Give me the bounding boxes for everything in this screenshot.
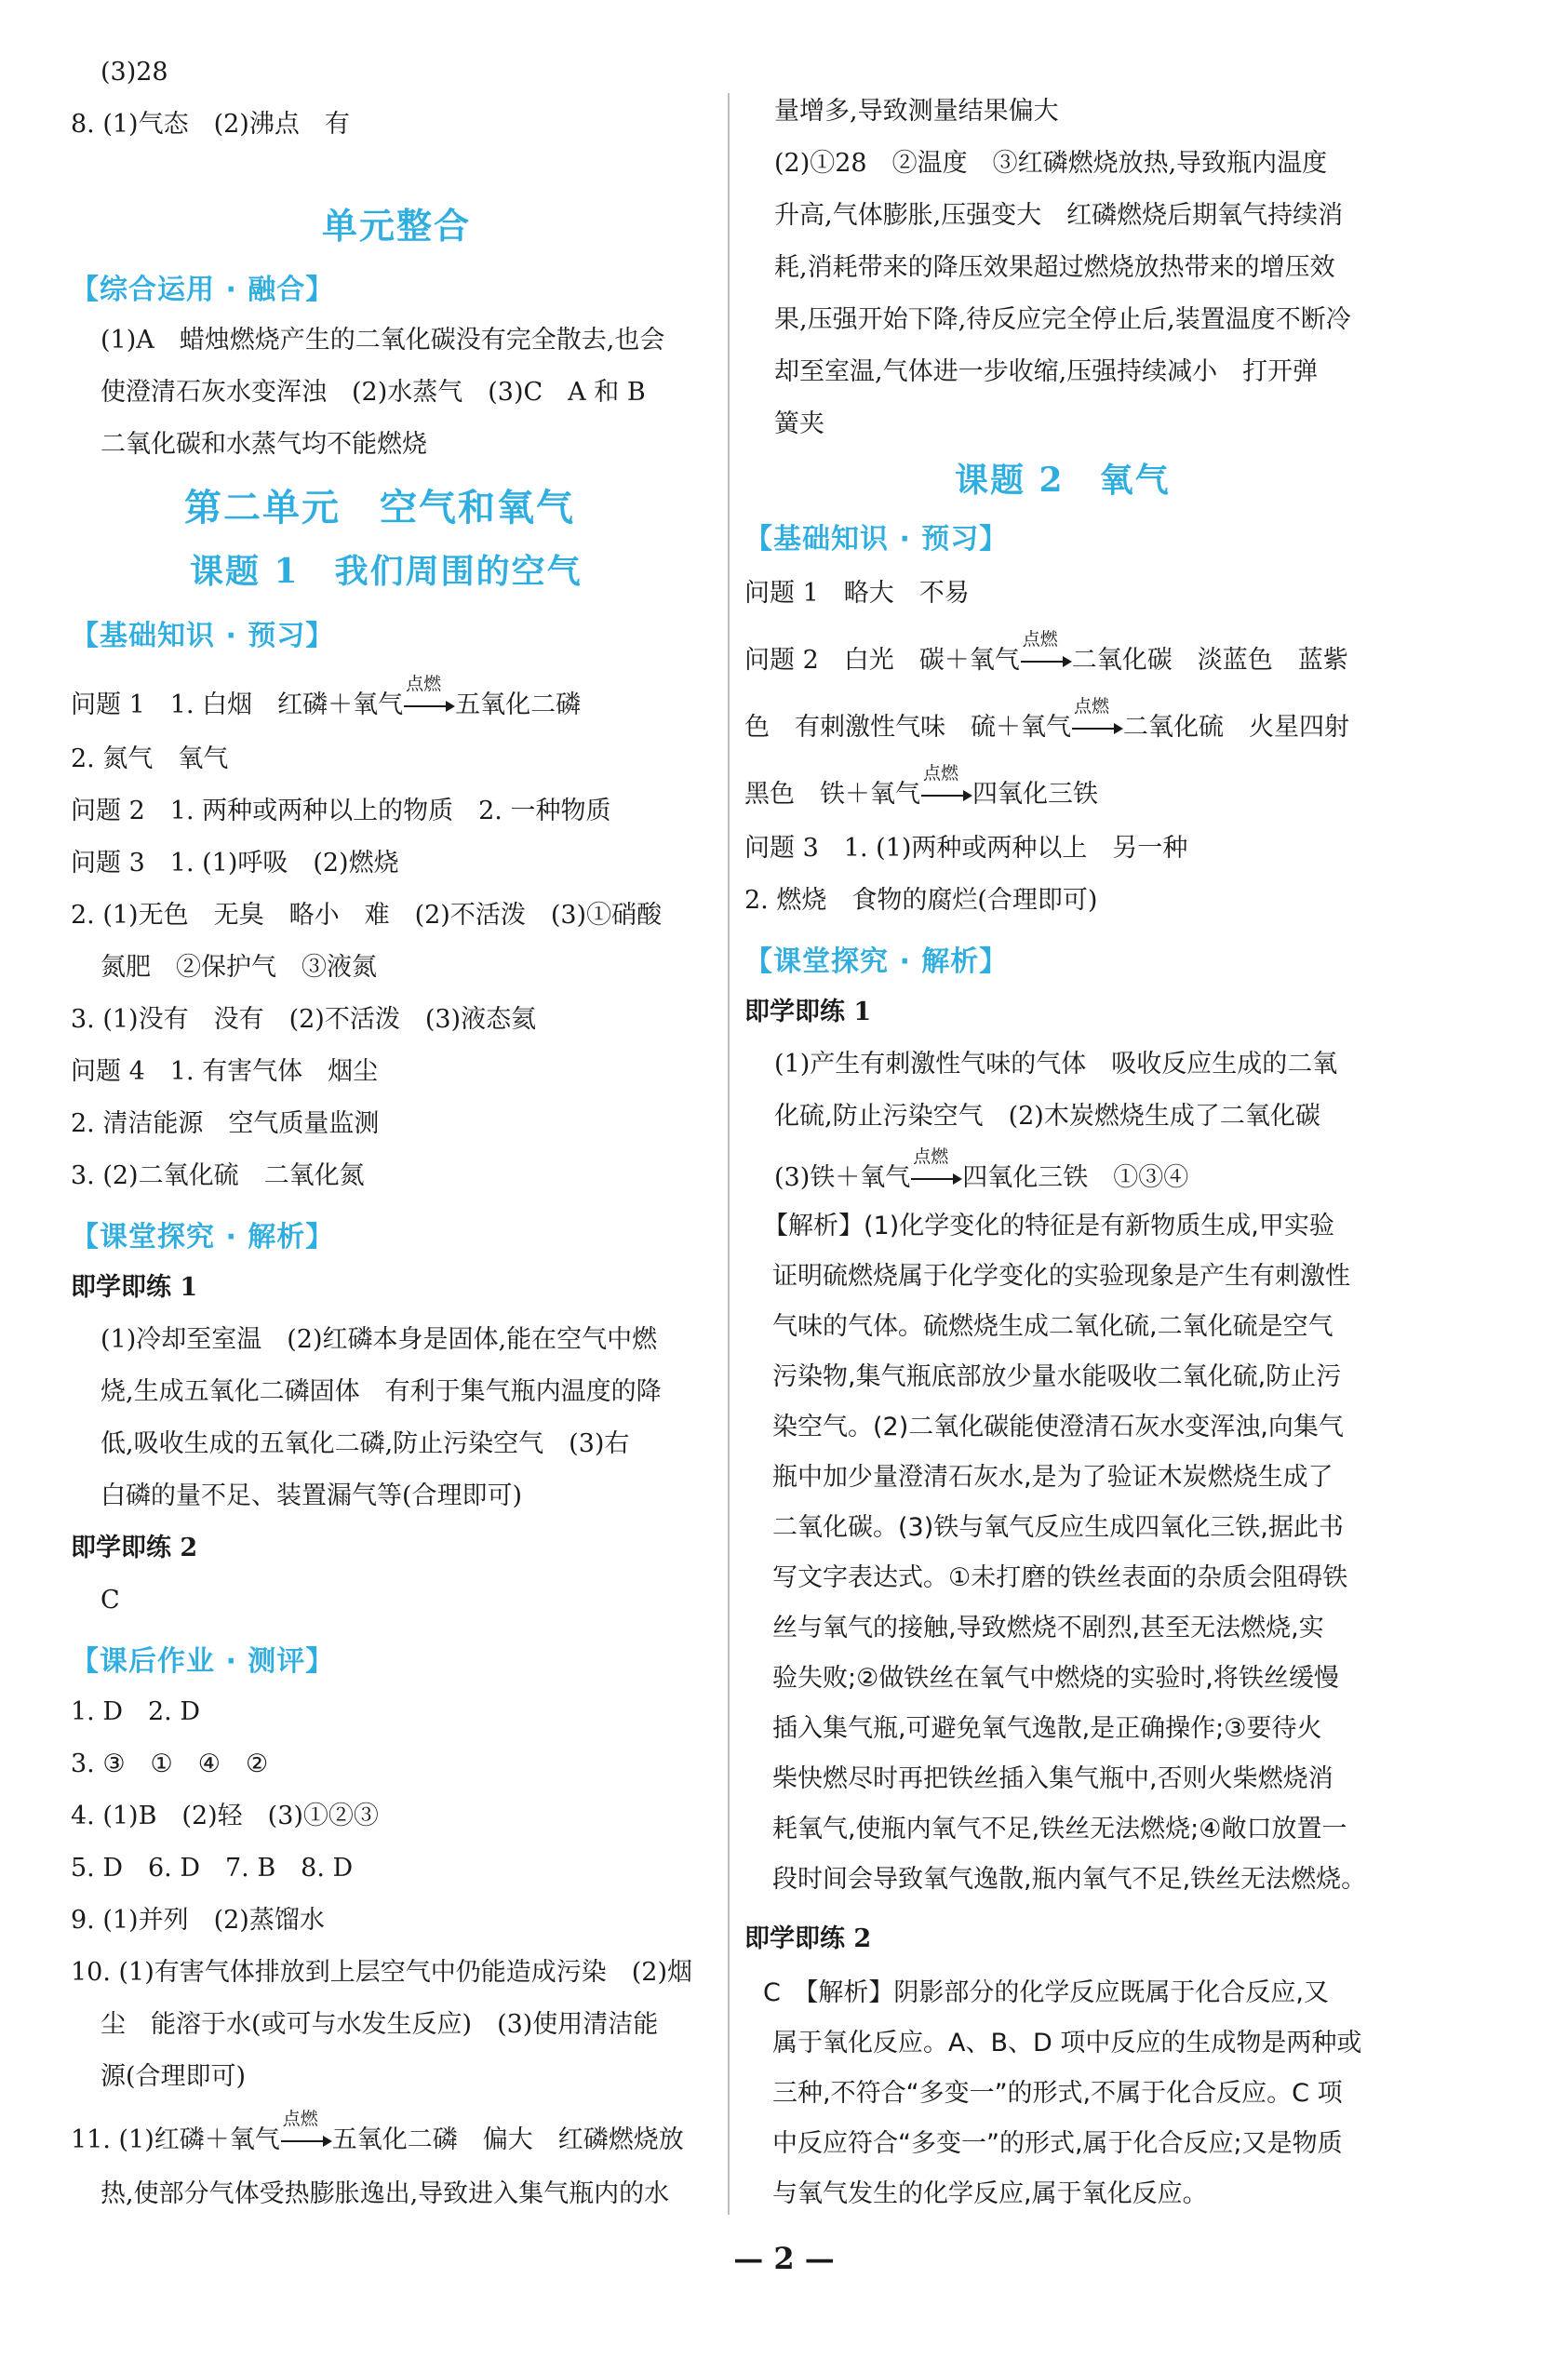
answer-line: 问题 4 1. 有害气体 烟尘 bbox=[71, 1057, 379, 1086]
answer-line: 问题 1 1. 白烟 红磷＋氧气 点燃 五氧化二磷 bbox=[71, 673, 582, 719]
answer-line: 白磷的量不足、装置漏气等(合理即可) bbox=[101, 1481, 523, 1510]
section-label-homework: 【课后作业 · 测评】 bbox=[71, 1645, 335, 1678]
answer-line: 使澄清石灰水变浑浊 (2)水蒸气 (3)C A 和 B bbox=[101, 378, 646, 407]
exercise-heading: 即学即练 1 bbox=[744, 998, 872, 1026]
analysis-line: 段时间会导致氧气逸散,瓶内氧气不足,铁丝无法燃烧。 bbox=[772, 1865, 1367, 1894]
analysis-line: 属于氧化反应。A、B、D 项中反应的生成物是两种或 bbox=[772, 2029, 1362, 2057]
answer-line: 10. (1)有害气体排放到上层空气中仍能造成污染 (2)烟 bbox=[71, 1958, 693, 1987]
analysis-line: 染空气。(2)二氧化碳能使澄清石灰水变浑浊,向集气 bbox=[772, 1413, 1344, 1441]
answer-line: 3. (2)二氧化硫 二氧化氮 bbox=[71, 1161, 365, 1190]
analysis-line: 插入集气瓶,可避免氧气逸散,是正确操作;③要待火 bbox=[772, 1714, 1322, 1743]
analysis-line: 【解析】(1)化学变化的特征是有新物质生成,甲实验 bbox=[763, 1212, 1334, 1240]
analysis-line: 二氧化碳。(3)铁与氧气反应生成四氧化三铁,据此书 bbox=[772, 1513, 1344, 1542]
reaction-arrow-icon: 点燃 bbox=[1072, 717, 1122, 740]
answer-line: 黑色 铁＋氧气 点燃 四氧化三铁 bbox=[744, 762, 1098, 809]
answer-line: 3. (1)没有 没有 (2)不活泼 (3)液态氦 bbox=[71, 1005, 537, 1034]
analysis-line: 污染物,集气瓶底部放少量水能吸收二氧化硫,防止污 bbox=[772, 1362, 1342, 1391]
answer-line: 8. (1)气态 (2)沸点 有 bbox=[71, 110, 350, 139]
reaction-arrow-icon: 点燃 bbox=[281, 2130, 331, 2152]
answer-line: 问题 2 1. 两种或两种以上的物质 2. 一种物质 bbox=[71, 797, 611, 825]
analysis-line: 气味的气体。硫燃烧生成二氧化硫,二氧化硫是空气 bbox=[772, 1312, 1333, 1341]
lesson-title: 课题 1 我们周围的空气 bbox=[190, 552, 583, 591]
answer-line: (1)产生有刺激性气味的气体 吸收反应生成的二氧 bbox=[774, 1050, 1338, 1079]
exercise-heading: 即学即练 1 bbox=[71, 1273, 198, 1302]
section-label-basic: 【基础知识 · 预习】 bbox=[71, 620, 335, 652]
section-label-explore: 【课堂探究 · 解析】 bbox=[71, 1221, 335, 1253]
answer-line: 2. 燃烧 食物的腐烂(合理即可) bbox=[744, 886, 1098, 915]
analysis-line: 与氧气发生的化学反应,属于氧化反应。 bbox=[772, 2179, 1208, 2208]
answer-line: 问题 2 白光 碳＋氧气 点燃 二氧化碳 淡蓝色 蓝紫 bbox=[744, 628, 1348, 675]
answer-line: (2)①28 ②温度 ③红磷燃烧放热,导致瓶内温度 bbox=[774, 149, 1328, 178]
answer-line: 问题 1 略大 不易 bbox=[744, 579, 970, 608]
analysis-line: 中反应符合“多变一”的形式,属于化合反应;又是物质 bbox=[772, 2129, 1343, 2158]
section-label-basic: 【基础知识 · 预习】 bbox=[744, 523, 1009, 556]
column-divider bbox=[728, 93, 730, 2215]
answer-line: 源(合理即可) bbox=[101, 2062, 247, 2091]
answer-line: 烧,生成五氧化二磷固体 有利于集气瓶内温度的降 bbox=[101, 1377, 662, 1406]
answer-line: 量增多,导致测量结果偏大 bbox=[774, 97, 1059, 126]
answer-line: 簧夹 bbox=[774, 409, 824, 438]
answer-line: 问题 3 1. (1)两种或两种以上 另一种 bbox=[744, 834, 1188, 863]
analysis-line: 证明硫燃烧属于化学变化的实验现象是产生有刺激性 bbox=[772, 1262, 1350, 1291]
answer-line: 化硫,防止污染空气 (2)木炭燃烧生成了二氧化碳 bbox=[774, 1102, 1320, 1131]
reaction-arrow-icon: 点燃 bbox=[1021, 650, 1071, 673]
unit-title: 第二单元 空气和氧气 bbox=[184, 486, 575, 529]
answer-line: 升高,气体膨胀,压强变大 红磷燃烧后期氧气持续消 bbox=[774, 201, 1344, 230]
reaction-arrow-icon: 点燃 bbox=[921, 784, 972, 807]
answer-line: 低,吸收生成的五氧化二磷,防止污染空气 (3)右 bbox=[101, 1429, 630, 1458]
answer-line: 3. ③ ① ④ ② bbox=[71, 1749, 269, 1778]
answer-line: 问题 3 1. (1)呼吸 (2)燃烧 bbox=[71, 849, 399, 878]
analysis-line: 验失败;②做铁丝在氧气中燃烧的实验时,将铁丝缓慢 bbox=[772, 1664, 1339, 1693]
answer-line: (1)A 蜡烛燃烧产生的二氧化碳没有完全散去,也会 bbox=[101, 326, 665, 355]
section-label-explore: 【课堂探究 · 解析】 bbox=[744, 945, 1009, 978]
answer-line: 氮肥 ②保护气 ③液氮 bbox=[101, 953, 377, 982]
answer-line: (3)铁＋氧气 点燃 四氧化三铁 ①③④ bbox=[774, 1146, 1189, 1192]
unit-summary-heading: 单元整合 bbox=[322, 205, 472, 247]
answer-line: (3)28 bbox=[101, 58, 168, 87]
analysis-line: 瓶中加少量澄清石灰水,是为了验证木炭燃烧生成了 bbox=[772, 1463, 1333, 1492]
analysis-line: 耗氧气,使瓶内氧气不足,铁丝无法燃烧;④敞口放置一 bbox=[772, 1815, 1347, 1843]
page-number: — 2 — bbox=[733, 2241, 835, 2276]
reaction-arrow-icon: 点燃 bbox=[404, 695, 454, 717]
answer-line: 2. 清洁能源 空气质量监测 bbox=[71, 1109, 380, 1138]
analysis-line: 丝与氧气的接触,导致燃烧不剧烈,甚至无法燃烧,实 bbox=[772, 1614, 1324, 1642]
lesson-title: 课题 2 氧气 bbox=[955, 461, 1171, 500]
answer-line: 2. (1)无色 无臭 略小 难 (2)不活泼 (3)①硝酸 bbox=[71, 901, 663, 930]
answer-line: 二氧化碳和水蒸气均不能燃烧 bbox=[101, 430, 427, 459]
analysis-line: 柴快燃尽时再把铁丝插入集气瓶中,否则火柴燃烧消 bbox=[772, 1764, 1333, 1793]
answer-line: 1. D 2. D bbox=[71, 1697, 200, 1726]
answer-line: 色 有刺激性气味 硫＋氧气 点燃 二氧化硫 火星四射 bbox=[744, 695, 1349, 742]
answer-line: 果,压强开始下降,待反应完全停止后,装置温度不断冷 bbox=[774, 305, 1351, 334]
analysis-line: 写文字表达式。①未打磨的铁丝表面的杂质会阻碍铁 bbox=[772, 1563, 1348, 1592]
section-label-integrate: 【综合运用 · 融合】 bbox=[71, 274, 335, 306]
answer-line: C bbox=[101, 1586, 120, 1615]
exercise-heading: 即学即练 2 bbox=[744, 1924, 872, 1953]
answer-line: 4. (1)B (2)轻 (3)①②③ bbox=[71, 1802, 379, 1830]
reaction-arrow-icon: 点燃 bbox=[911, 1168, 961, 1190]
analysis-line: 三种,不符合“多变一”的形式,不属于化合反应。C 项 bbox=[772, 2079, 1343, 2108]
answer-line: 5. D 6. D 7. B 8. D bbox=[71, 1854, 354, 1883]
answer-line: 却至室温,气体进一步收缩,压强持续减小 打开弹 bbox=[774, 357, 1319, 386]
answer-line: 9. (1)并列 (2)蒸馏水 bbox=[71, 1906, 325, 1935]
exercise-heading: 即学即练 2 bbox=[71, 1534, 198, 1562]
answer-line: 尘 能溶于水(或可与水发生反应) (3)使用清洁能 bbox=[101, 2010, 659, 2039]
answer-line: (1)冷却至室温 (2)红磷本身是固体,能在空气中燃 bbox=[101, 1325, 658, 1354]
answer-line: 11. (1)红磷＋氧气 点燃 五氧化二磷 偏大 红磷燃烧放 bbox=[71, 2108, 684, 2154]
answer-line: 耗,消耗带来的降压效果超过燃烧放热带来的增压效 bbox=[774, 253, 1335, 282]
analysis-line: C 【解析】阴影部分的化学反应既属于化合反应,又 bbox=[763, 1978, 1329, 2007]
answer-line: 2. 氮气 氧气 bbox=[71, 744, 229, 773]
answer-line: 热,使部分气体受热膨胀逸出,导致进入集气瓶内的水 bbox=[101, 2179, 670, 2208]
